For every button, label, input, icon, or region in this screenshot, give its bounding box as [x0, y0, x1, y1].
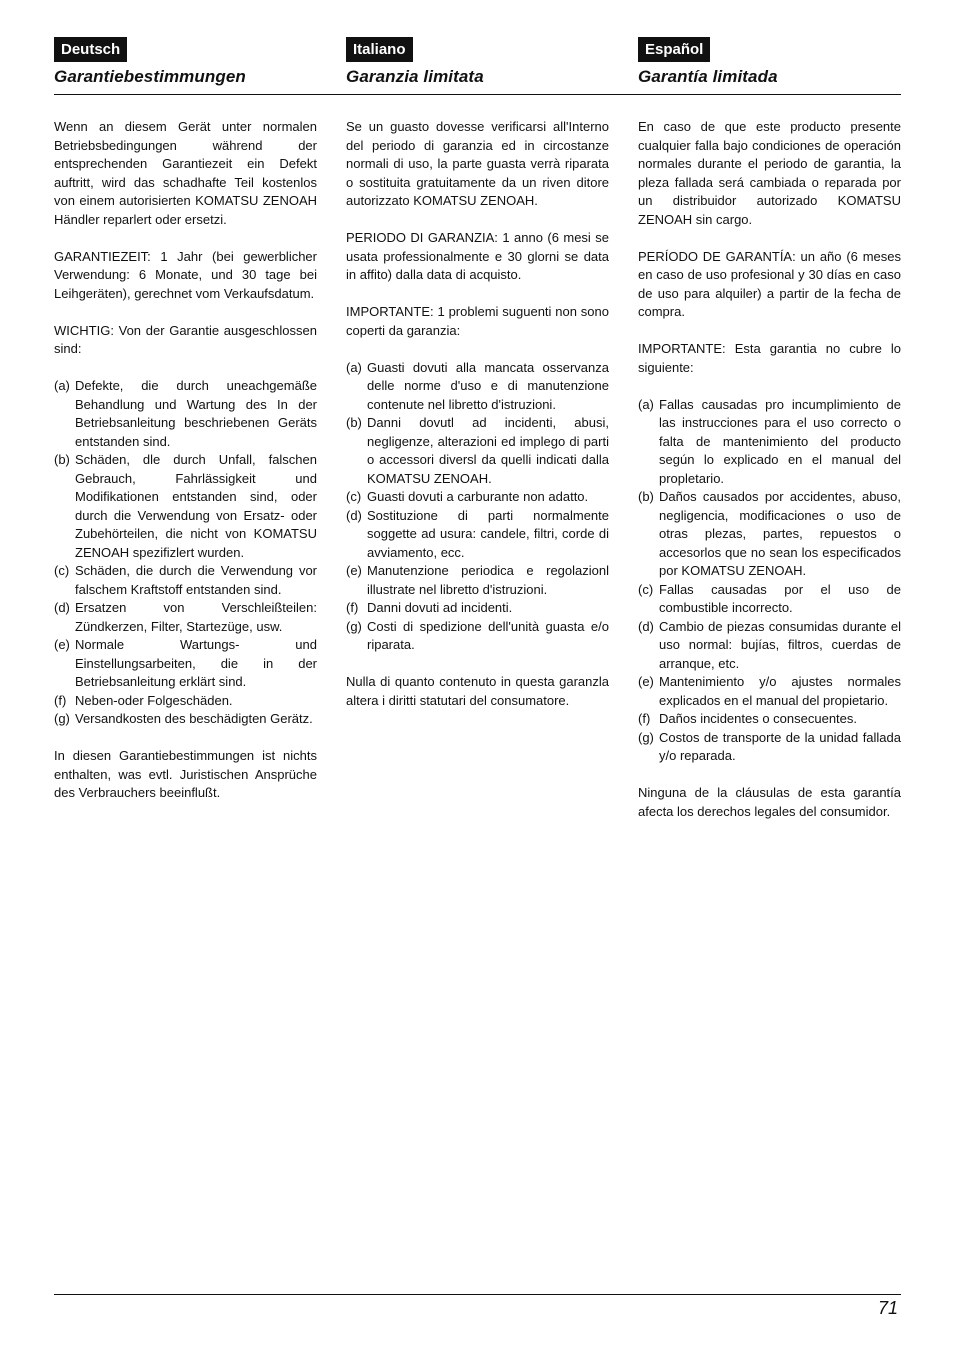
important-note: WICHTIG: Von der Garantie ausgeschlossen sind: [54, 322, 317, 356]
list-item-text: Neben-oder Folgeschäden. [75, 692, 233, 708]
list-marker: (f) [346, 600, 359, 615]
intro-paragraph: Se un guasto dovesse verificarsi all'Interno del periodo di garanzia ed in circostanze normali di uso, la parte guasta verrà riparata o sostituita gratuitamente da un riven ditore autorizzato KOMATSU ZENOAH. [346, 119, 609, 208]
list-item-text: Versandkosten des beschädigten Gerätz. [75, 711, 313, 726]
list-marker: (e) [346, 563, 362, 578]
page-number: 71 [877, 1298, 898, 1318]
list-marker: (a) [346, 359, 362, 375]
list-item-text: Manutenzione periodica e regolazionl illustrate nel libretto d'istruzioni. [367, 563, 609, 597]
language-tag: Deutsch [54, 37, 127, 62]
list-item [346, 562, 609, 599]
column-header-es [638, 37, 901, 88]
language-tag: Español [638, 37, 710, 62]
list-marker: (g) [346, 618, 362, 634]
list-item-text: Mantenimiento y/o ajustes normales explicados en el manual del propietario. [659, 674, 901, 708]
column-body-de [54, 118, 317, 821]
closing-paragraph: In diesen Garantiebestimmungen ist nichts enthalten, was evtl. Juristischen Ansprüche des Verbrauchers beeinflußt. [54, 748, 317, 800]
important-note: IMPORTANTE: 1 problemi suguenti non sono coperti da garanzia: [346, 304, 609, 338]
intro-paragraph: Wenn an diesem Gerät unter normalen Betriebsbedingungen während der entsprechenden Garantiezeit ein Defekt auftritt, wird das schadhafte Teil kostenlos von einem autorisierten KOMATSU ZENOAH Händler reparlert oder ersetzi. [54, 119, 317, 227]
list-item [638, 581, 901, 618]
language-tag: Italiano [346, 37, 413, 62]
list-item [638, 396, 901, 489]
footer-divider [54, 1294, 901, 1295]
list-item [54, 710, 317, 729]
important-note: IMPORTANTE: Esta garantia no cubre lo siguiente: [638, 341, 901, 375]
column-body-it [346, 118, 609, 729]
list-item [638, 729, 901, 766]
list-item-text: Costos de transporte de la unidad fallada y/o reparada. [659, 729, 901, 763]
exclusion-list [54, 377, 317, 729]
warranty-period: GARANTIEZEIT: 1 Jahr (bei gewerblicher Verwendung: 6 Monate, und 30 tage bei Leihgeräten), gerechnet vom Verkaufsdatum. [54, 248, 317, 301]
list-item [346, 359, 609, 415]
list-marker: (g) [638, 729, 654, 745]
list-marker: (b) [346, 415, 362, 430]
list-item-text: Schäden, die durch die Verwendung vor falschem Kraftstoff entstanden sind. [75, 563, 317, 597]
list-item [54, 636, 317, 692]
list-item [638, 710, 901, 729]
list-marker: (e) [54, 637, 70, 652]
list-item [346, 599, 609, 618]
list-marker: (d) [54, 600, 70, 615]
list-item-text: Danni dovuti ad incidenti. [367, 600, 513, 615]
section-title: Garantiebestimmungen [54, 67, 246, 86]
list-item-text: Costi di spedizione dell'unità guasta e/o riparata. [367, 618, 609, 652]
list-marker: (e) [638, 674, 654, 689]
section-title: Garantía limitada [638, 67, 778, 86]
list-item [54, 692, 317, 711]
list-item-text: Daños causados por accidentes, abuso, negligencia, modificaciones o uso de otras plezas, partes, repuestos o accesorlos que no sean los especificados por KOMATSU ZENOAH. [659, 489, 901, 578]
warranty-period: PERÍODO DE GARANTÍA: un año (6 meses en caso de uso profesional y 30 días en caso de uso para alquiler) a partir de la fecha de compra. [638, 248, 901, 319]
list-item [54, 451, 317, 562]
list-item [54, 599, 317, 636]
list-item [638, 618, 901, 674]
intro-paragraph: En caso de que este producto presente cualquier falla bajo condiciones de operación normales durante el periodo de garantia, la pleza fallada será cambiada o reparada por un distribuidor autorizado KOMATSU ZENOAH sin cargo. [638, 119, 901, 227]
list-item [346, 618, 609, 655]
exclusion-list [346, 359, 609, 655]
closing-paragraph: Ninguna de la cláusulas de esta garantía afecta los derechos legales del consumidor. [638, 785, 901, 819]
list-item [346, 507, 609, 563]
section-title: Garanzia limitata [346, 67, 484, 86]
list-item [638, 488, 901, 581]
list-marker: (g) [54, 711, 70, 726]
list-item-text: Normale Wartungs- und Einstellungsarbeiten, die in der Betriebsanleitung erklärt sind. [75, 637, 317, 689]
list-marker: (f) [54, 692, 67, 708]
list-marker: (b) [54, 452, 70, 467]
list-marker: (d) [346, 507, 362, 523]
list-marker: (c) [638, 581, 654, 597]
list-item [54, 562, 317, 599]
list-marker: (c) [54, 563, 70, 578]
list-marker: (c) [346, 489, 362, 504]
list-item-text: Guasti dovuti alla mancata osservanza delle norme d'uso e di manutenzione contenute nel libretto d'istruzioni. [367, 359, 609, 412]
list-marker: (d) [638, 618, 654, 634]
list-item-text: Ersatzen von Verschleißteilen: Zündkerzen, Filter, Startezüge, usw. [75, 600, 317, 634]
list-item [346, 488, 609, 507]
list-item-text: Sostituzione di parti normalmente soggette ad usura: candele, filtri, corde di avviamento, ecc. [367, 507, 609, 560]
list-item-text: Schäden, dle durch Unfall, falschen Gebrauch, Fahrlässigkeit und Modifikationen entstanden sind, oder durch die Verwendung von Ersatz- oder Zubehörteilen, die nicht von KOMATSU ZENOAH spezifizlert wurden. [75, 452, 317, 560]
list-item-text: Guasti dovuti a carburante non adatto. [367, 489, 589, 504]
list-item [638, 673, 901, 710]
list-marker: (a) [54, 378, 70, 393]
column-body-es [638, 118, 901, 840]
list-item-text: Daños incidentes o consecuentes. [659, 711, 858, 726]
list-item-text: Fallas causadas pro incumplimiento de las instrucciones para el uso correcto o falta de mantenimiento del producto según lo explicado en el manual del propletario. [659, 396, 901, 486]
list-item [54, 377, 317, 451]
list-item-text: Danni dovutl ad incidenti, abusi, negligenze, alterazioni ed implego di parti o accessori diversl da quelli indicati dalla KOMATSU ZENOAH. [367, 415, 609, 486]
header-divider [54, 94, 901, 95]
column-header-it [346, 37, 609, 88]
exclusion-list [638, 396, 901, 766]
list-marker: (b) [638, 489, 654, 504]
list-marker: (a) [638, 396, 654, 412]
list-item-text: Cambio de piezas consumidas durante el uso normal: bujías, filtros, cuerdas de arranque, etc. [659, 618, 901, 671]
list-item-text: Fallas causadas por el uso de combustible incorrecto. [659, 581, 901, 615]
list-item-text: Defekte, die durch uneachgemäße Behandlung und Wartung des In der Betriebsanleitung beschriebenen Geräts entstanden sind. [75, 378, 317, 449]
warranty-period: PERIODO DI GARANZIA: 1 anno (6 mesi se usata professionalmente e 30 glorni se data in affito) dalla data di acquisto. [346, 230, 609, 282]
list-marker: (f) [638, 711, 651, 726]
list-item [346, 414, 609, 488]
column-header-de [54, 37, 317, 88]
closing-paragraph: Nulla di quanto contenuto in questa garanzla altera i diritti statutari del consumatore. [346, 674, 609, 708]
